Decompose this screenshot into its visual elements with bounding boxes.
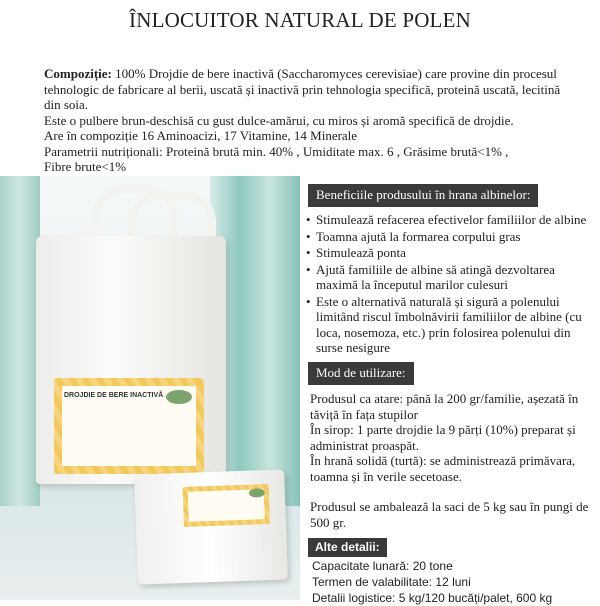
large-bag-label-text: DROJDIE DE BERE INACTIVĂ	[64, 392, 164, 399]
bullet-icon: •	[306, 228, 311, 244]
benefits-list	[306, 212, 596, 357]
bullet-icon: •	[306, 245, 311, 260]
bullet-icon: •	[306, 293, 311, 309]
list-item: • Este o alternativă naturală și sigură a polenului limitând riscul îmbolnăvirii familiilor de albine (cu loca, nosemoza, etc.) prin folosirea polenului din surse nesigure	[306, 293, 582, 355]
large-bag-label	[54, 378, 204, 474]
curtain-left	[0, 176, 40, 506]
composition-paragraph	[44, 66, 564, 113]
list-item: • Toamna ajută la formarea corpului gras	[306, 228, 521, 244]
logistics-details: Detalii logistice: 5 kg/120 bucăți/palet, 600 kg	[312, 591, 553, 605]
appearance-line: Este o pulbere brun-deschisă cu gust dulce-amărui, cu miros și aromă specifică de drojdie.	[44, 112, 514, 128]
small-pouch-label	[183, 484, 270, 527]
composition-text: 100% Drojdie de bere inactivă (Saccharomyces cerevisiae) care provine din procesul tehnologic de fabricare al berii, uscată și inactivă prin tehnologia specifică, proteină uscată, lecitină din soia.	[44, 66, 561, 112]
usage-syrup: În sirop: 1 parte drojdie la 9 părți (10%) preparat și administrat proaspăt.	[310, 422, 576, 453]
shelf-life: Termen de valabilitate: 12 luni	[312, 575, 471, 589]
usage-solid: În hrană solidă (turtă): se administrează primăvara, toamna și în verile secetoase.	[310, 453, 576, 484]
intro-section	[44, 66, 564, 175]
usage-header: Mod de utilizare:	[308, 362, 414, 385]
list-item: • Stimulează ponta	[306, 245, 406, 260]
fibre-line: Fibre brute<1%	[44, 159, 127, 174]
composition-label: Compoziție:	[44, 66, 112, 81]
nutrition-line: Parametrii nutriționali: Proteină brută min. 40% , Umiditate max. 6 , Grăsime brută<1% ,	[44, 143, 509, 159]
composition-counts-line: Are în compoziție 16 Aminoacizi, 17 Vitamine, 14 Minerale	[44, 128, 358, 143]
list-item: • Stimulează refacerea efectivelor familiilor de albine	[306, 212, 587, 227]
usage-as-is: Produsul ca atare: până la 200 gr/familie, așezată în tăviță în fața stupilor	[310, 391, 579, 422]
details-section	[312, 558, 597, 606]
bullet-icon: •	[306, 212, 311, 227]
usage-section	[310, 391, 595, 530]
monthly-capacity: Capacitate lunară: 20 tone	[312, 559, 453, 573]
small-product-pouch	[134, 469, 288, 584]
list-item: • Ajută familiile de albine să atingă dezvoltarea maximă la începutul marilor culesuri	[306, 261, 555, 292]
benefits-header: Beneficiile produsului în hrana albinelor:	[308, 184, 538, 207]
packaging-text: Produsul se ambalează la saci de 5 kg sau în pungi de 500 gr.	[310, 499, 589, 530]
page-title: ÎNLOCUITOR NATURAL DE POLEN	[129, 8, 471, 32]
details-header: Alte detalii:	[308, 538, 387, 557]
bullet-icon: •	[306, 261, 311, 277]
brand-logo-icon	[166, 390, 192, 404]
